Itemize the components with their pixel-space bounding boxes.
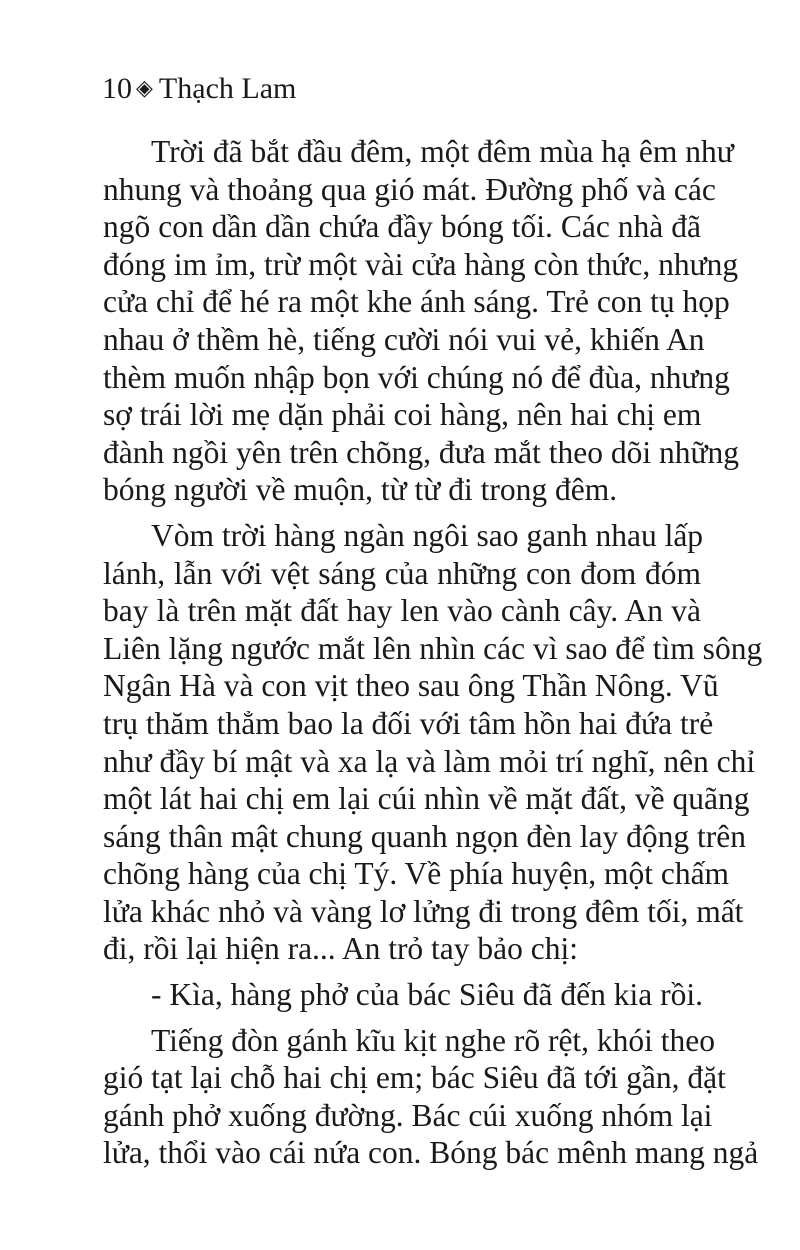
text-line: sáng thân mật chung quanh ngọn đèn lay động trên <box>103 818 746 854</box>
paragraph-gap <box>103 1014 701 1022</box>
body-text <box>103 133 763 1172</box>
diamond-ornament-icon: ◈ <box>136 75 153 100</box>
text-line: bóng người về muộn, từ từ đi trong đêm. <box>103 472 618 508</box>
text-line: một lát hai chị em lại cúi nhìn về mặt đất, về quãng <box>103 781 750 817</box>
text-line: ngõ con dần dần chứa đầy bóng tối. Các nhà đã <box>103 209 701 245</box>
text-line: Liên lặng ngước mắt lên nhìn các vì sao để tìm sông <box>103 630 763 666</box>
text-line: bay là trên mặt đất hay len vào cành cây. An và <box>103 593 701 629</box>
text-line: cửa chỉ để hé ra một khe ánh sáng. Trẻ con tụ họp <box>103 284 730 320</box>
text-line: Trời đã bắt đầu đêm, một đêm mùa hạ êm như <box>151 134 734 169</box>
text-line: gánh phở xuống đường. Bác cúi xuống nhóm lại <box>103 1097 713 1133</box>
text-line: lửa khác nhỏ và vàng lơ lửng đi trong đêm tối, mất <box>103 893 744 929</box>
page-number: 10 <box>102 72 132 105</box>
paragraph-gap <box>103 968 701 976</box>
paragraph <box>103 976 701 1014</box>
author-name: Thạch Lam <box>158 72 297 105</box>
text-line: Ngân Hà và con vịt theo sau ông Thần Nông. Vũ <box>103 668 719 704</box>
text-line: đóng im ỉm, trừ một vài cửa hàng còn thức, nhưng <box>103 246 739 282</box>
paragraph-gap <box>103 509 701 517</box>
text-line: như đầy bí mật và xa lạ và làm mỏi trí nghĩ, nên chỉ <box>103 743 756 779</box>
text-line: lánh, lẫn với vệt sáng của những con đom đóm <box>103 555 701 591</box>
text-line: đi, rồi lại hiện ra... An trỏ tay bảo chị: <box>103 931 579 967</box>
text-line: Vòm trời hàng ngàn ngôi sao ganh nhau lấp <box>151 517 704 553</box>
text-line: Tiếng đòn gánh kĩu kịt nghe rõ rệt, khói theo <box>151 1022 716 1058</box>
text-line: nhau ở thềm hè, tiếng cười nói vui vẻ, khiến An <box>103 321 705 357</box>
text-line: đành ngồi yên trên chõng, đưa mắt theo dõi những <box>103 434 740 470</box>
text-line: thèm muốn nhập bọn với chúng nó để đùa, nhưng <box>103 359 730 395</box>
text-line: nhung và thoảng qua gió mát. Đường phố và các <box>103 171 716 207</box>
text-line: lửa, thổi vào cái nứa con. Bóng bác mênh mang ngả <box>103 1135 759 1171</box>
running-head <box>102 70 296 107</box>
paragraph <box>103 1022 759 1172</box>
text-line: sợ trái lời mẹ dặn phải coi hàng, nên hai chị em <box>103 397 702 433</box>
text-line: gió tạt lại chỗ hai chị em; bác Siêu đã tới gần, đặt <box>103 1060 726 1096</box>
text-line: chõng hàng của chị Tý. Về phía huyện, một chấm <box>103 856 730 892</box>
paragraph <box>103 133 740 509</box>
text-line: trụ thăm thẳm bao la đối với tâm hồn hai đứa trẻ <box>103 705 714 741</box>
paragraph <box>103 517 763 968</box>
text-line: - Kìa, hàng phở của bác Siêu đã đến kia rồi. <box>151 977 703 1013</box>
